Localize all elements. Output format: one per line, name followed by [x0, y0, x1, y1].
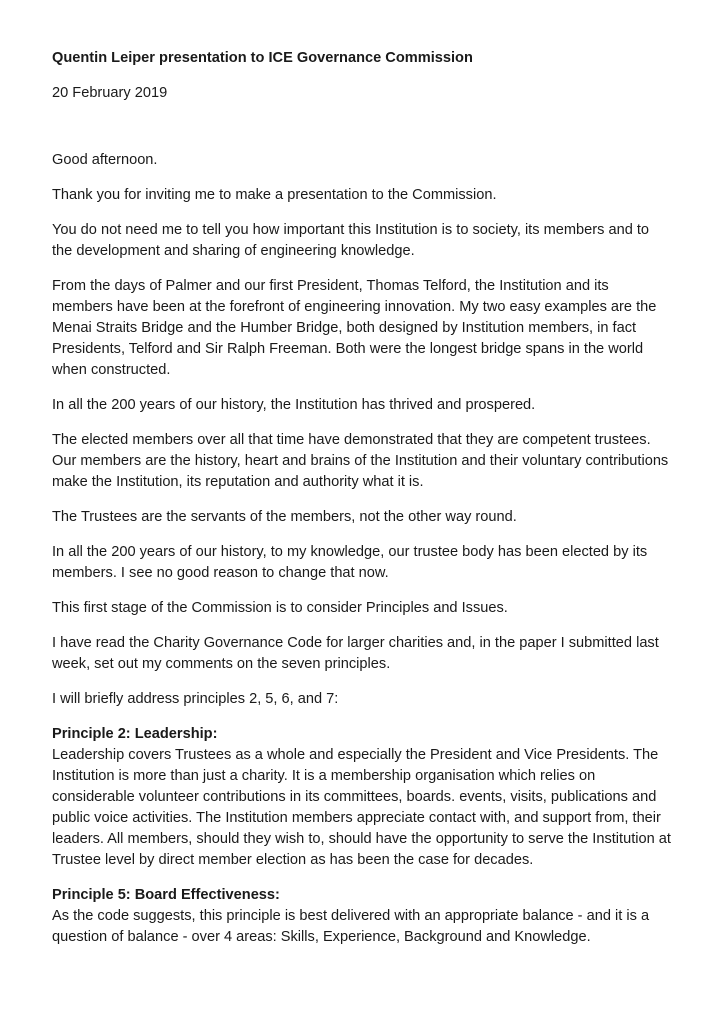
paragraph-elected-members: The elected members over all that time have demonstrated that they are competent trustees. Our members are the history, heart and brains of the Institution and their voluntary contributions make the Institution, its reputation and authority what it is.	[52, 432, 669, 490]
paragraph-trustee-election: In all the 200 years of our history, to my knowledge, our trustee body has been elected by its members. I see no good reason to change that now.	[52, 544, 648, 581]
section-heading: Principle 5: Board Effectiveness:	[52, 887, 280, 903]
paragraph-thanks: Thank you for inviting me to make a presentation to the Commission.	[52, 187, 497, 203]
section-body: As the code suggests, this principle is best delivered with an appropriate balance - and it is a question of balance - over 4 areas: Skills, Experience, Background and Knowledge.	[52, 908, 650, 945]
paragraph-first-stage: This first stage of the Commission is to consider Principles and Issues.	[52, 600, 508, 616]
section-heading: Principle 2: Leadership:	[52, 726, 218, 742]
greeting-paragraph: Good afternoon.	[52, 152, 158, 168]
paragraph-trustees-servants: The Trustees are the servants of the members, not the other way round.	[52, 509, 517, 525]
section-body: Leadership covers Trustees as a whole and especially the President and Vice Presidents. The Institution is more than just a charity. It is a membership organisation which relies on considerable volunteer contributions in its committees, boards. events, visits, publications and public voice activities. The Institution members appreciate contact with, and support from, their leaders. All members, should they wish to, should have the opportunity to serve the Institution at Trustee level by direct member election as has been the case for decades.	[52, 747, 671, 868]
paragraph-history: From the days of Palmer and our first President, Thomas Telford, the Institution and its members have been at the forefront of engineering innovation. My two easy examples are the Menai Straits Bridge and the Humber Bridge, both designed by Institution members, in fact Presidents, Telford and Sir Ralph Freeman. Both were the longest bridge spans in the world when constructed.	[52, 278, 657, 378]
section-principle-2	[52, 724, 672, 871]
document-date: 20 February 2019	[52, 85, 168, 101]
document-page	[52, 48, 672, 948]
paragraph-thrived: In all the 200 years of our history, the Institution has thrived and prospered.	[52, 397, 536, 413]
paragraph-governance-code: I have read the Charity Governance Code for larger charities and, in the paper I submitted last week, set out my comments on the seven principles.	[52, 635, 659, 672]
document-title: Quentin Leiper presentation to ICE Governance Commission	[52, 50, 473, 66]
paragraph-principles-intro: I will briefly address principles 2, 5, 6, and 7:	[52, 691, 339, 707]
paragraph-importance: You do not need me to tell you how important this Institution is to society, its members and to the development and sharing of engineering knowledge.	[52, 222, 650, 259]
section-principle-5	[52, 885, 672, 948]
